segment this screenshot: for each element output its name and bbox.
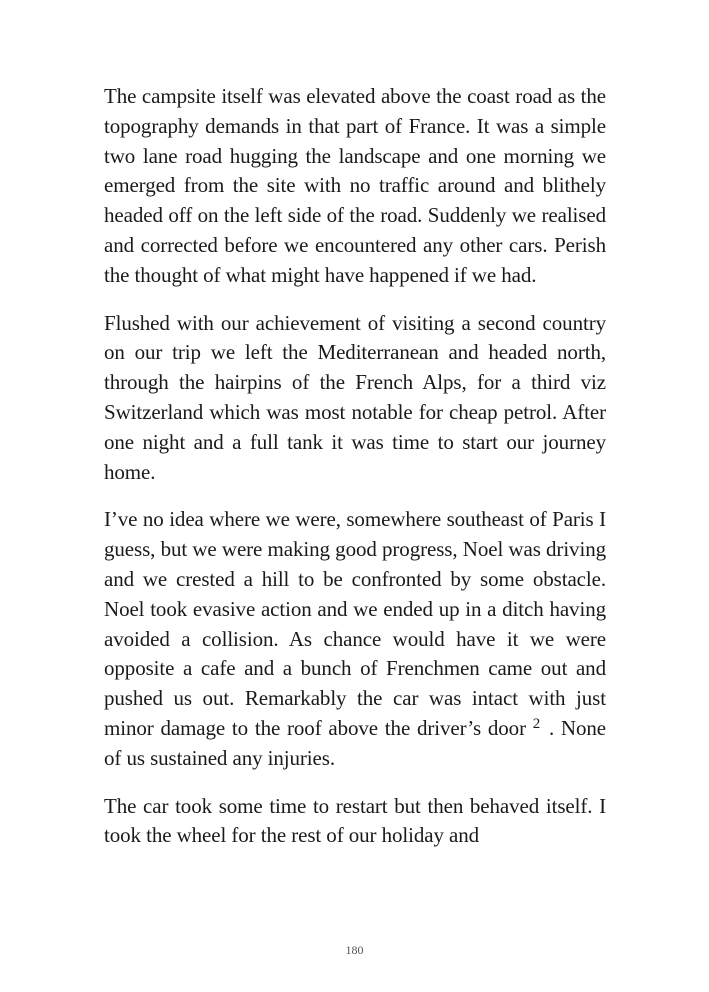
paragraph-ditch-tail: . None of us sustained any injuries. — [104, 715, 606, 770]
footnote-reference[interactable]: 2 — [532, 715, 541, 732]
page-number: 180 — [345, 943, 364, 957]
body-text — [104, 82, 606, 869]
paragraph-campsite: The campsite itself was elevated above the coast road as the topography demands in that part of France. It was a simple two lane road hugging the landscape and one morning we emerged from the site with no traffic around and blithely headed off on the left side of the road. Suddenly we realised and corrected before we encountered any other cars. Perish the thought of what might have happened if we had. — [104, 84, 606, 287]
paragraph-switzerland: Flushed with our achievement of visiting a second country on our trip we left the Mediterranean and headed north, through the hairpins of the French Alps, for a third viz Switzerland which was most notable for cheap petrol. After one night and a full tank it was time to start our journey home. — [104, 310, 606, 484]
paragraph-ditch-text: I’ve no idea where we were, somewhere southeast of Paris I guess, but we were making good progress, Noel was driving and we crested a hill to be confronted by some obstacle. Noel took evasive action and we ended up in a ditch having avoided a collision. As chance would have it we were opposite a cafe and a bunch of Frenchmen came out and pushed us out. Remarkably the car was intact with just minor damage to the roof above the driver’s door — [104, 507, 606, 740]
paragraph-restart: The car took some time to restart but then behaved itself. I took the wheel for the rest of our holiday and — [104, 793, 606, 848]
paragraph-ditch — [104, 505, 606, 773]
